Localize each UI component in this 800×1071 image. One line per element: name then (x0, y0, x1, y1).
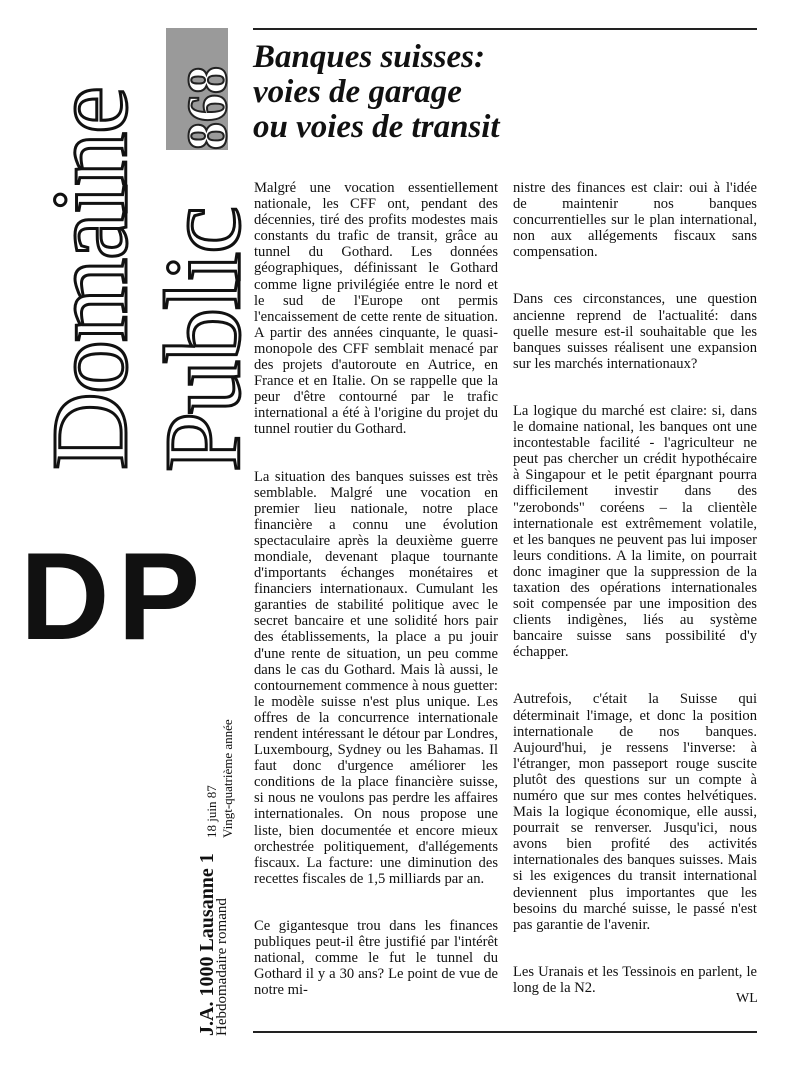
article-column-right (513, 180, 757, 1027)
paragraph: Malgré une vocation essentiellement nationale, les CFF ont, pendant des décennies, tiré des profits modestes mais constants du trafic de transit, grâce au tunnel du Gothard. Les données géographiques, définissant le Gothard comme ligne privilégiée entre le nord et le sud de l'Europe ont permis l'encaissement de cette rente de situation. A partir des années cinquante, le quasi-monopole des CFF semblait menacé par des projets d'autoroute en Autrice, en France et en Italie. On se rappelle que la peur d'être contourné par le trafic international a été à l'origine du projet du tunnel routier du Gothard. (254, 180, 498, 438)
issue-date: 18 juin 87 (204, 785, 219, 838)
paragraph: Autrefois, c'était la Suisse qui déterminait l'image, et donc la position internationale de nos banques. Aujourd'hui, je ressens l'inverse: à l'étranger, mon passeport rouge suscite plutôt des questions sur un compte à numéro que sur mes contes helvétiques. Mais la logique économique, elle aussi, pourrait se renverser. Jusqu'ici, nous avons bien profité des activités internationales des banques suisses. Mais si les exigences du transit international deviennent plus importantes que les besoins du marché suisse, le passé n'est pas garantie de l'avenir. (513, 691, 757, 933)
bottom-rule (253, 1031, 757, 1033)
paragraph: Dans ces circonstances, une question ancienne reprend de l'actualité: dans quelle mesure est-il souhaitable que les banques suisses réalisent une expansion sur les marchés internationaux? (513, 291, 757, 372)
publication-type: Hebdomadaire romand (214, 898, 230, 1036)
top-rule (253, 28, 757, 30)
headline-line-3: ou voies de transit (253, 109, 500, 145)
headline (253, 40, 723, 145)
dp-logo: DP (20, 528, 209, 666)
masthead-title-public: Public (144, 207, 263, 472)
paragraph: nistre des finances est clair: oui à l'idée de maintenir nos banques concurrentielles sur le plan international, non aux allégements fiscaux sans compensation. (513, 180, 757, 261)
headline-line-1: Banques suisses: (253, 39, 485, 75)
paragraph: La situation des banques suisses est très semblable. Malgré une vocation en premier lieu nationale, notre place financière a connu une évolution spectaculaire après la deuxième guerre mondiale, devenant plaque tournante d'importants échanges monétaires et financiers internationaux. Cumulant les garanties de stabilité politique avec le secret bancaire et une solidité hors pair des établissements, la place a pu jouir d'une rente de situation, un peu comme dans le cas du Gothard. Mais là aussi, le contournement commence à nous guetter: le modèle suisse n'est plus unique. Les offres de la concurrence internationale rendent intéressant le détour par Londres, Luxembourg, Sydney ou les Bahamas. Il faut donc d'urgence améliorer les conditions de la place financière suisse, si nous ne voulons pas perdre les affaires internationales. On nous propose une liste, bien documentée et encore mieux orchestrée politiquement, d'allégements fiscaux. La facture: une diminution des recettes fiscales de 1,5 milliards par an. (254, 468, 498, 887)
paragraph: La logique du marché est claire: si, dans le domaine national, les banques ont une incontestable facilité - l'agriculteur ne peut pas chercher un crédit hypothécaire à Singapour et le petit épargnant pourra difficilement investir dans des "zerobonds" coréens – la clientèle internationale est extrêmement volatile, et les banques ne peuvent pas lui imposer leurs conditions. A la limite, on pourrait donc imaginer que la suppression de la taxation des opérations internationales soit compensée par une imposition des clients indigènes, liés au système bancaire suisse sans possibilité d'y échapper. (513, 402, 757, 661)
masthead-title-domaine: Domaine (31, 88, 150, 470)
masthead (0, 0, 263, 1071)
article-column-left (254, 180, 498, 1029)
issue-number: 868 (177, 66, 239, 150)
paragraph: Les Uranais et les Tessinois en parlent, le long de la N2. (513, 963, 757, 996)
headline-line-2: voies de garage (253, 74, 462, 110)
volume-year: Vingt-quatrième année (220, 719, 235, 838)
author-signature: WL (736, 991, 758, 1006)
paragraph: Ce gigantesque trou dans les finances publiques peut-il être justifié par l'intérêt national, comme le fut le tunnel du Gothard il y a 30 ans? Le point de vue de notre mi- (254, 917, 498, 999)
postal-line: J.A. 1000 Lausanne 1 (196, 853, 218, 1036)
